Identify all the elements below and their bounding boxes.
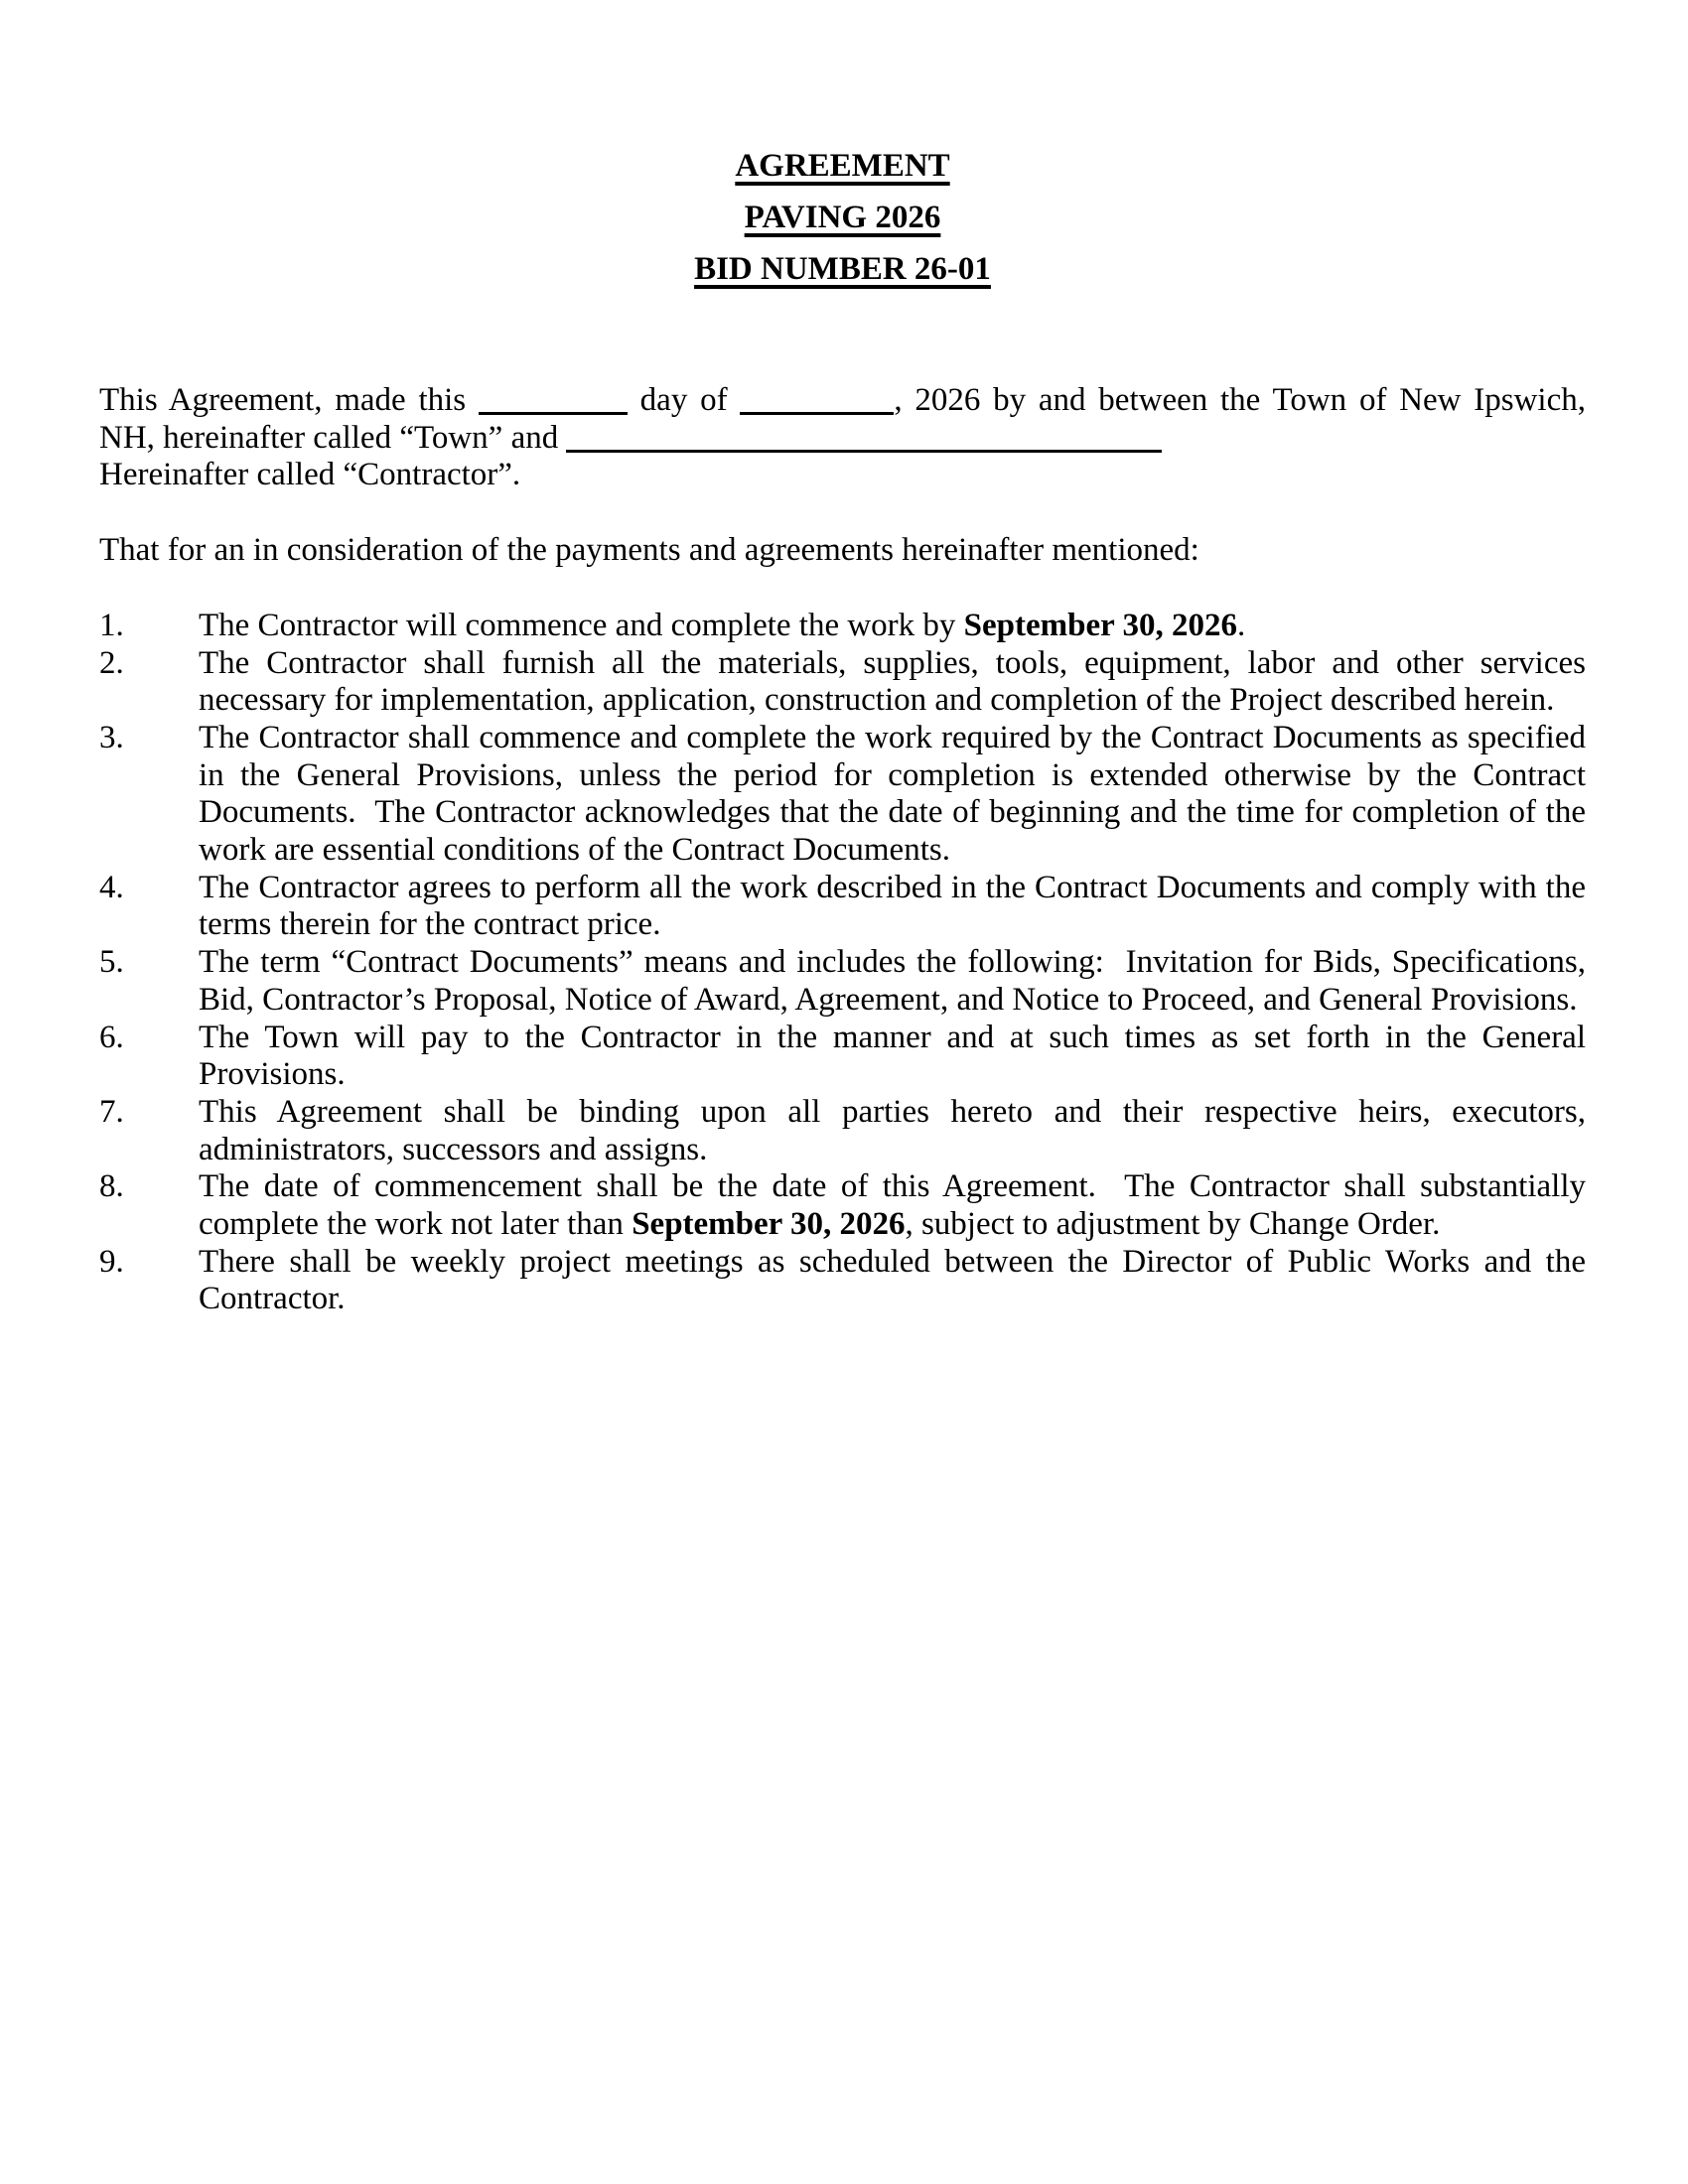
item-number: 1. xyxy=(99,607,124,643)
intro-paragraph xyxy=(99,382,1586,494)
item-number: 2. xyxy=(99,644,124,681)
text-run: The Contractor shall commence and complete the work required by the Contract Documents as specified in the General Provisions, unless the period for completion is extended otherwise by the Contract Documents. The Contractor acknowledges that the date of beginning and the time for completion of the work are essential conditions of the Contract Documents. xyxy=(199,719,1586,869)
text-run: . xyxy=(1236,607,1246,643)
item-number: 9. xyxy=(99,1243,124,1280)
text-run: Hereinafter called “Contractor”. xyxy=(99,457,521,493)
agreement-item xyxy=(99,608,1586,645)
fill-in-blank xyxy=(479,408,628,415)
bold-text-run: September 30, 2026 xyxy=(963,607,1237,643)
item-number: 4. xyxy=(99,869,124,905)
text-run: , subject to adjustment by Change Order. xyxy=(905,1206,1441,1243)
item-number: 3. xyxy=(99,719,124,755)
fill-in-blank xyxy=(566,446,1162,453)
agreement-item xyxy=(99,1020,1586,1094)
text-run: The Contractor agrees to perform all the work described in the Contract Documents and comply with the terms therein for the contract price. xyxy=(199,869,1586,943)
text-run: There shall be weekly project meetings as scheduled between the Director of Public Works and the Contractor. xyxy=(199,1243,1586,1317)
title-line-bid-number xyxy=(99,243,1586,295)
agreement-item xyxy=(99,1168,1586,1243)
text-run: The Town will pay to the Contractor in the manner and at such times as set forth in the General Provisions. xyxy=(199,1019,1586,1093)
document-title xyxy=(99,140,1586,295)
text-run: NH, hereinafter called “Town” and xyxy=(99,419,567,456)
consideration-paragraph: That for an in consideration of the payments and agreements hereinafter mentioned: xyxy=(99,532,1199,569)
intro-line xyxy=(99,457,1586,494)
title-text-paving: PAVING 2026 xyxy=(744,200,941,235)
text-run: The Contractor will commence and complete the work by xyxy=(199,607,964,643)
title-line-agreement xyxy=(99,140,1586,192)
intro-line xyxy=(99,382,1586,420)
text-run: The date of commencement shall be the date of this Agreement. The Contractor shall substantially complete the work not later than xyxy=(199,1168,1586,1243)
agreement-item xyxy=(99,944,1586,1019)
agreement-item xyxy=(99,720,1586,870)
title-text-agreement: AGREEMENT xyxy=(735,148,950,184)
agreement-item xyxy=(99,1244,1586,1318)
item-number: 7. xyxy=(99,1093,124,1130)
fill-in-blank xyxy=(740,408,894,415)
agreement-item xyxy=(99,1094,1586,1168)
item-number: 6. xyxy=(99,1019,124,1055)
text-run: , 2026 by and between the Town of New Ipswich, xyxy=(894,382,1586,418)
text-run: The term “Contract Documents” means and includes the following: Invitation for Bids, Specifications, Bid, Contractor’s Proposal, Notice of Award, Agreement, and Notice to Proceed, and General Provisions. xyxy=(199,944,1586,1018)
text-run: day of xyxy=(627,382,741,418)
item-number: 8. xyxy=(99,1168,124,1205)
item-number: 5. xyxy=(99,944,124,981)
text-run: This Agreement, made this xyxy=(99,382,479,418)
agreement-items-list xyxy=(99,608,1586,1318)
bold-text-run: September 30, 2026 xyxy=(632,1206,906,1243)
agreement-item xyxy=(99,645,1586,720)
intro-line xyxy=(99,420,1586,458)
text-run: The Contractor shall furnish all the materials, supplies, tools, equipment, labor and other services necessary for implementation, application, construction and completion of the Project described herein. xyxy=(199,644,1586,719)
text-run: This Agreement shall be binding upon all parties hereto and their respective heirs, executors, administrators, successors and assigns. xyxy=(199,1093,1586,1167)
title-line-paving xyxy=(99,192,1586,243)
title-text-bid-number: BID NUMBER 26-01 xyxy=(694,251,991,287)
agreement-item xyxy=(99,870,1586,944)
